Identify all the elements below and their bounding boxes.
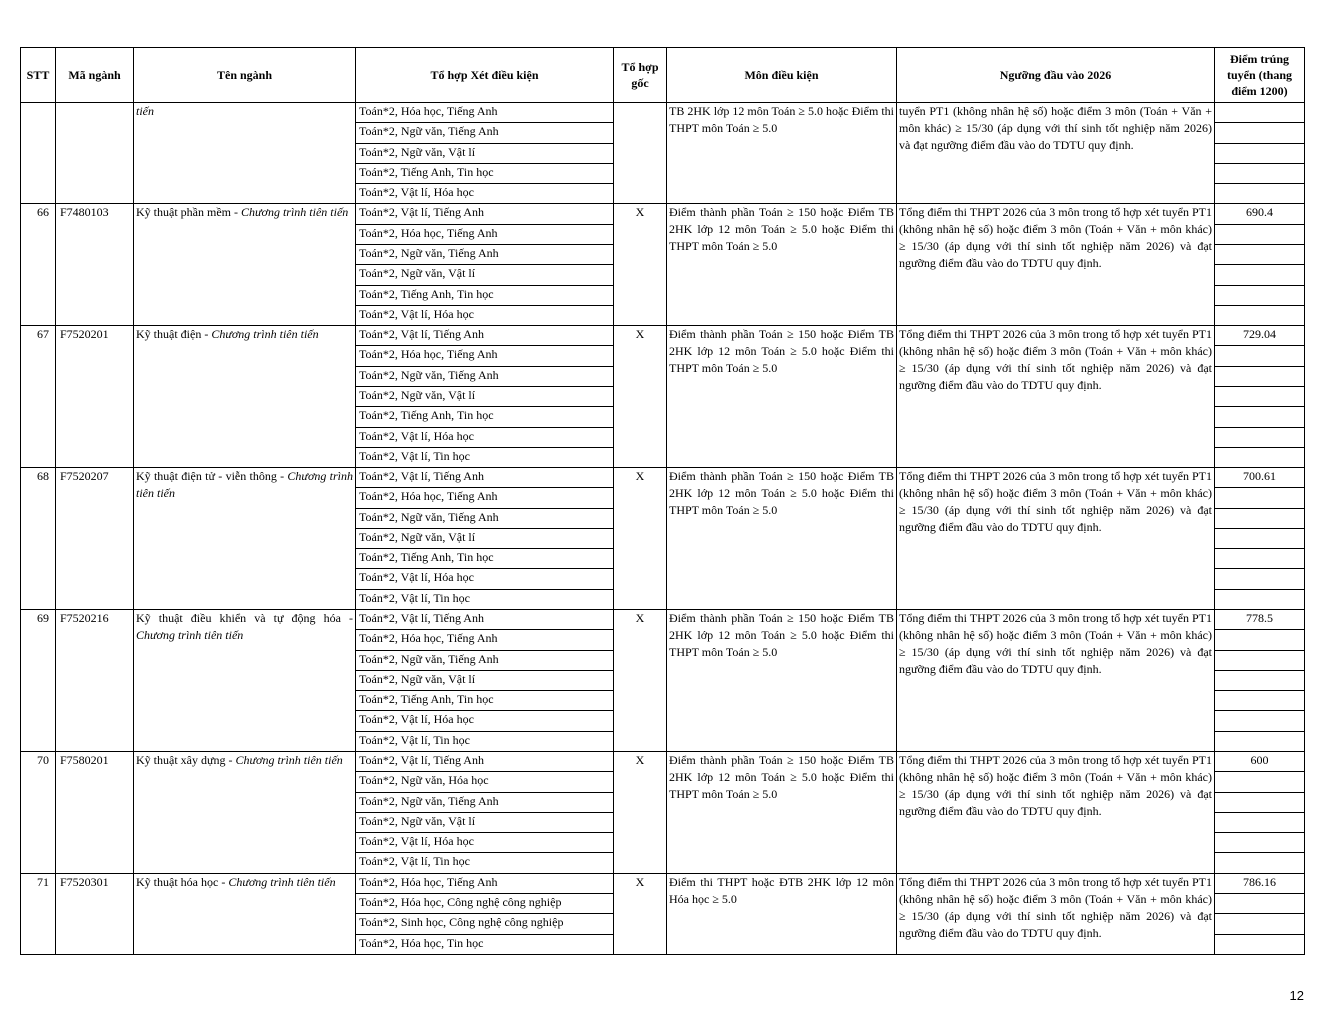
cell-goc: X [614,610,667,752]
cell-score [1215,569,1305,589]
cell-combo: Toán*2, Tiếng Anh, Tin học [356,407,614,427]
cell-combo: Toán*2, Ngữ văn, Vật lí [356,386,614,406]
program-type: Chương trình tiên tiến [235,753,343,767]
cell-stt: 67 [21,326,56,468]
cell-code: F7520201 [56,326,134,468]
cell-combo: Toán*2, Ngữ văn, Vật lí [356,812,614,832]
cell-combo: Toán*2, Ngữ văn, Hóa học [356,772,614,792]
cell-score [1215,123,1305,143]
cell-combo: Toán*2, Ngữ văn, Tiếng Anh [356,792,614,812]
cell-combo: Toán*2, Vật lí, Tiếng Anh [356,610,614,630]
table-body [21,103,1305,955]
major-name: Kỹ thuật xây dựng - [136,753,236,767]
cell-score [1215,630,1305,650]
cell-combo: Toán*2, Vật lí, Hóa học [356,833,614,853]
header-row [21,48,1305,103]
program-type: Chương trình tiên tiến [136,469,353,501]
cell-combo: Toán*2, Vật lí, Hóa học [356,184,614,204]
cell-score [1215,934,1305,954]
cell-combo: Toán*2, Ngữ văn, Vật lí [356,528,614,548]
cell-score [1215,407,1305,427]
cell-combo: Toán*2, Tiếng Anh, Tin học [356,691,614,711]
header-condition: Môn điều kiện [667,48,897,103]
cell-stt: 71 [21,873,56,954]
cell-code: F7520301 [56,873,134,954]
cell-combo: Toán*2, Tiếng Anh, Tin học [356,549,614,569]
cell-combo: Toán*2, Hóa học, Tiếng Anh [356,346,614,366]
cell-threshold: Tổng điểm thi THPT 2026 của 3 môn trong tổ hợp xét tuyển PT1 (không nhân hệ số) hoặc điểm 3 môn (Toán + Văn + môn khác) ≥ 15/30 (áp dụng với thí sinh tốt nghiệp năm 2026) và đạt ngưỡng điểm đầu vào do TDTU quy định. [897,204,1215,326]
cell-score [1215,549,1305,569]
cell-score [1215,589,1305,609]
program-type: Chương trình tiên tiến [136,628,244,643]
cell-score [1215,691,1305,711]
cell-condition: Điểm thi THPT hoặc ĐTB 2HK lớp 12 môn Hóa học ≥ 5.0 [667,873,897,954]
cell-score [1215,853,1305,873]
cell-combo: Toán*2, Tiếng Anh, Tin học [356,163,614,183]
cell-score [1215,285,1305,305]
cell-combo: Toán*2, Ngữ văn, Vật lí [356,670,614,690]
cell-name [134,610,356,752]
cell-goc: X [614,873,667,954]
header-name: Tên ngành [134,48,356,103]
cell-threshold: Tổng điểm thi THPT 2026 của 3 môn trong tổ hợp xét tuyển PT1 (không nhân hệ số) hoặc điểm 3 môn (Toán + Văn + môn khác) ≥ 15/30 (áp dụng với thí sinh tốt nghiệp năm 2026) và đạt ngưỡng điểm đầu vào do TDTU quy định. [897,326,1215,468]
cell-score [1215,224,1305,244]
header-combos: Tổ hợp Xét điều kiện [356,48,614,103]
cell-stt: 70 [21,752,56,874]
header-goc: Tổ hợp gốc [614,48,667,103]
major-name: Kỹ thuật điện - [136,327,212,342]
cell-threshold: Tổng điểm thi THPT 2026 của 3 môn trong tổ hợp xét tuyển PT1 (không nhân hệ số) hoặc điểm 3 môn (Toán + Văn + môn khác) ≥ 15/30 (áp dụng với thí sinh tốt nghiệp năm 2026) và đạt ngưỡng điểm đầu vào do TDTU quy định. [897,468,1215,610]
cell-score [1215,346,1305,366]
cell-goc: X [614,468,667,610]
cell-combo: Toán*2, Hóa học, Tiếng Anh [356,488,614,508]
major-name: Kỹ thuật hóa học - [136,874,229,889]
cell-code [56,103,134,204]
cell-combo: Toán*2, Vật lí, Tin học [356,853,614,873]
cell-code: F7580201 [56,752,134,874]
cell-score [1215,447,1305,467]
cell-name [134,752,356,874]
cell-combo: Toán*2, Vật lí, Hóa học [356,305,614,325]
cell-code: F7520216 [56,610,134,752]
cell-condition: Điểm thành phần Toán ≥ 150 hoặc Điểm TB 2HK lớp 12 môn Toán ≥ 5.0 hoặc Điểm thi THPT môn Toán ≥ 5.0 [667,610,897,752]
cell-score [1215,528,1305,548]
major-name: Kỹ thuật phần mềm - [136,205,241,220]
cell-code: F7480103 [56,204,134,326]
program-type: tiến [136,104,154,118]
header-threshold: Ngưỡng đầu vào 2026 [897,48,1215,103]
cell-score [1215,386,1305,406]
cell-score [1215,103,1305,123]
major-name: Kỹ thuật điện tử - viễn thông - [136,469,288,484]
program-type: Chương trình tiên tiến [228,874,336,889]
header-score: Điểm trúng tuyển (thang điểm 1200) [1215,48,1305,103]
table-row [21,610,1305,630]
cell-score: 600 [1215,752,1305,772]
cell-threshold: Tổng điểm thi THPT 2026 của 3 môn trong tổ hợp xét tuyển PT1 (không nhân hệ số) hoặc điểm 3 môn (Toán + Văn + môn khác) ≥ 15/30 (áp dụng với thí sinh tốt nghiệp năm 2026) và đạt ngưỡng điểm đầu vào do TDTU quy định. [897,610,1215,752]
cell-combo: Toán*2, Hóa học, Công nghệ công nghiệp [356,893,614,913]
cell-code: F7520207 [56,468,134,610]
cell-name [134,468,356,610]
cell-combo: Toán*2, Tiếng Anh, Tin học [356,285,614,305]
cell-combo: Toán*2, Ngữ văn, Tiếng Anh [356,123,614,143]
cell-score [1215,650,1305,670]
cell-combo: Toán*2, Ngữ văn, Vật lí [356,265,614,285]
cell-condition: Điểm thành phần Toán ≥ 150 hoặc Điểm TB 2HK lớp 12 môn Toán ≥ 5.0 hoặc Điểm thi THPT môn Toán ≥ 5.0 [667,468,897,610]
cell-score: 690.4 [1215,204,1305,224]
cell-score [1215,265,1305,285]
table-row [21,873,1305,893]
cell-score [1215,731,1305,751]
cell-score [1215,508,1305,528]
cell-name [134,873,356,954]
cell-score [1215,305,1305,325]
cell-name [134,204,356,326]
header-stt: STT [21,48,56,103]
cell-combo: Toán*2, Ngữ văn, Tiếng Anh [356,244,614,264]
table-row [21,752,1305,772]
cell-goc [614,103,667,204]
cell-goc: X [614,326,667,468]
cell-combo: Toán*2, Vật lí, Tiếng Anh [356,326,614,346]
cell-score [1215,143,1305,163]
cell-combo: Toán*2, Hóa học, Tin học [356,934,614,954]
cell-score [1215,488,1305,508]
cell-score [1215,366,1305,386]
cell-combo: Toán*2, Vật lí, Tin học [356,447,614,467]
program-type: Chương trình tiên tiến [211,327,319,342]
cell-condition: TB 2HK lớp 12 môn Toán ≥ 5.0 hoặc Điểm thi THPT môn Toán ≥ 5.0 [667,103,897,204]
table-row [21,103,1305,123]
cell-threshold: Tổng điểm thi THPT 2026 của 3 môn trong tổ hợp xét tuyển PT1 (không nhân hệ số) hoặc điểm 3 môn (Toán + Văn + môn khác) ≥ 15/30 (áp dụng với thí sinh tốt nghiệp năm 2026) và đạt ngưỡng điểm đầu vào do TDTU quy định. [897,752,1215,874]
major-name: Kỹ thuật điều khiển và tự động hóa - [136,611,353,626]
cell-score [1215,244,1305,264]
cell-combo: Toán*2, Vật lí, Tin học [356,731,614,751]
cell-combo: Toán*2, Vật lí, Tiếng Anh [356,468,614,488]
cell-combo: Toán*2, Hóa học, Tiếng Anh [356,224,614,244]
cell-condition: Điểm thành phần Toán ≥ 150 hoặc Điểm TB 2HK lớp 12 môn Toán ≥ 5.0 hoặc Điểm thi THPT môn Toán ≥ 5.0 [667,326,897,468]
cell-condition: Điểm thành phần Toán ≥ 150 hoặc Điểm TB 2HK lớp 12 môn Toán ≥ 5.0 hoặc Điểm thi THPT môn Toán ≥ 5.0 [667,204,897,326]
cell-threshold: tuyển PT1 (không nhân hệ số) hoặc điểm 3 môn (Toán + Văn + môn khác) ≥ 15/30 (áp dụng với thí sinh tốt nghiệp năm 2026) và đạt ngưỡng điểm đầu vào do TDTU quy định. [897,103,1215,204]
cell-combo: Toán*2, Hóa học, Tiếng Anh [356,630,614,650]
cell-score [1215,772,1305,792]
cell-goc: X [614,752,667,874]
cell-score: 786.16 [1215,873,1305,893]
cell-combo: Toán*2, Ngữ văn, Vật lí [356,143,614,163]
cell-score [1215,184,1305,204]
cell-condition: Điểm thành phần Toán ≥ 150 hoặc Điểm TB 2HK lớp 12 môn Toán ≥ 5.0 hoặc Điểm thi THPT môn Toán ≥ 5.0 [667,752,897,874]
admission-table [20,47,1305,955]
cell-score: 778.5 [1215,610,1305,630]
table-row [21,326,1305,346]
cell-stt [21,103,56,204]
cell-score [1215,812,1305,832]
cell-combo: Toán*2, Vật lí, Tiếng Anh [356,204,614,224]
cell-combo: Toán*2, Vật lí, Hóa học [356,711,614,731]
cell-combo: Toán*2, Vật lí, Tiếng Anh [356,752,614,772]
cell-name [134,103,356,204]
cell-score [1215,893,1305,913]
table-row [21,204,1305,224]
cell-combo: Toán*2, Vật lí, Hóa học [356,569,614,589]
cell-combo: Toán*2, Ngữ văn, Tiếng Anh [356,650,614,670]
cell-combo: Toán*2, Ngữ văn, Tiếng Anh [356,366,614,386]
page-number: 12 [1289,988,1304,1003]
cell-score: 729.04 [1215,326,1305,346]
cell-stt: 69 [21,610,56,752]
cell-score [1215,670,1305,690]
cell-score [1215,792,1305,812]
cell-name [134,326,356,468]
cell-stt: 68 [21,468,56,610]
cell-score [1215,163,1305,183]
header-code: Mã ngành [56,48,134,103]
cell-goc: X [614,204,667,326]
cell-score [1215,711,1305,731]
table-row [21,468,1305,488]
cell-stt: 66 [21,204,56,326]
cell-score [1215,427,1305,447]
program-type: Chương trình tiên tiến [240,205,349,220]
cell-score: 700.61 [1215,468,1305,488]
cell-score [1215,914,1305,934]
cell-combo: Toán*2, Sinh học, Công nghệ công nghiệp [356,914,614,934]
cell-combo: Toán*2, Ngữ văn, Tiếng Anh [356,508,614,528]
cell-combo: Toán*2, Hóa học, Tiếng Anh [356,873,614,893]
cell-threshold: Tổng điểm thi THPT 2026 của 3 môn trong tổ hợp xét tuyển PT1 (không nhân hệ số) hoặc điểm 3 môn (Toán + Văn + môn khác) ≥ 15/30 (áp dụng với thí sinh tốt nghiệp năm 2026) và đạt ngưỡng điểm đầu vào do TDTU quy định. [897,873,1215,954]
cell-score [1215,833,1305,853]
cell-combo: Toán*2, Vật lí, Tin học [356,589,614,609]
cell-combo: Toán*2, Vật lí, Hóa học [356,427,614,447]
cell-combo: Toán*2, Hóa học, Tiếng Anh [356,103,614,123]
